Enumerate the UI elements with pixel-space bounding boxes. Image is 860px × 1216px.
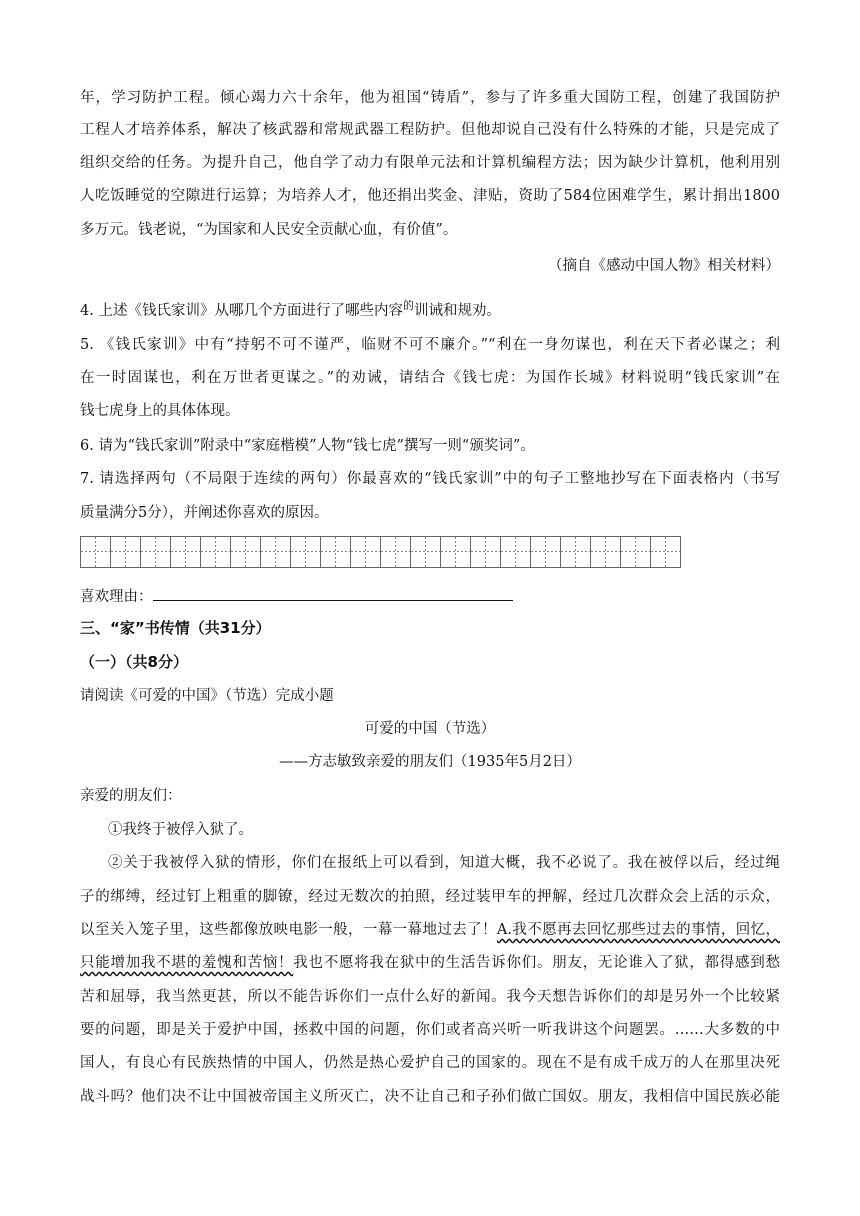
story-line: 多万元。钱老说，“为国家和人民安全贡献心血，有价值”。 [80, 222, 458, 238]
paragraph-2-text: 我也不愿将我在狱中的生活告诉你们。朋友，无论谁入了狱，都得感到愁 [293, 955, 780, 971]
paragraph-2-text: 以至关入笼子里，这些都像放映电影一般，一幕一幕地过去了！ [80, 922, 497, 938]
paragraph-2-line: 国人，有良心有民族热情的中国人，仍然是热心爱护自己的国家的。现在不是有成千成万的人在那里决死 [80, 1055, 780, 1071]
story-source: （摘自《感动中国人物》相关材料） [548, 258, 780, 274]
grid-cell[interactable] [81, 537, 111, 567]
passage-salutation: 亲爱的朋友们： [80, 788, 182, 804]
writing-grid[interactable] [80, 536, 681, 568]
sub-heading: （一）（共8分） [80, 653, 188, 671]
grid-cell[interactable] [171, 537, 201, 567]
grid-cell[interactable] [471, 537, 501, 567]
passage-title: 可爱的中国（节选） [364, 721, 496, 737]
question-6: 6. 请为“钱氏家训”附录中“家庭楷模”人物“钱七虎”撰写一则“颁奖词”。 [80, 438, 535, 454]
paragraph-2-line: ②关于我被俘入狱的情形，你们在报纸上可以看到，知道大概，我不必说了。我在被俘以后，经过绳 [108, 855, 780, 871]
grid-cell[interactable] [351, 537, 381, 567]
story-line: 组织交给的任务。为提升自己，他自学了动力有限单元法和计算机编程方法；因为缺少计算机，他利用别 [80, 155, 780, 171]
grid-cell[interactable] [531, 537, 561, 567]
story-line: 人吃饭睡觉的空隙进行运算；为培养人才，他还捐出奖金、津贴，资助了584位困难学生，累计捐出1800 [80, 188, 780, 204]
grid-cell[interactable] [291, 537, 321, 567]
question-5-line: 5. 《钱氏家训》中有“持躬不可不谨严，临财不可不廉介。”“利在一身勿谋也，利在天下者必谋之；利 [80, 337, 780, 353]
question-5-line: 钱七虎身上的具体体现。 [80, 403, 240, 419]
section-heading: 三、“家”书传情（共31分） [80, 619, 271, 637]
paragraph-2-line [80, 920, 780, 940]
grid-cell[interactable] [651, 537, 681, 567]
question-5-line: 在一时固谋也，利在万世者更谋之。”的劝诫，请结合《钱七虎：为国作长城》材料说明“钱氏家训”在 [80, 370, 780, 386]
grid-cell[interactable] [141, 537, 171, 567]
grid-cell[interactable] [591, 537, 621, 567]
paragraph-2-line: 要的问题，即是关于爱护中国，拯救中国的问题，你们或者高兴听一听我讲这个问题罢。……大多数的中 [80, 1022, 780, 1038]
grid-cell[interactable] [441, 537, 471, 567]
grid-cell[interactable] [411, 537, 441, 567]
paragraph-1: ①我终于被俘入狱了。 [108, 822, 253, 838]
grid-cell[interactable] [231, 537, 261, 567]
grid-cell[interactable] [201, 537, 231, 567]
grid-cell[interactable] [621, 537, 651, 567]
paragraph-2-line: 子的绑缚，经过钉上粗重的脚镣，经过无数次的拍照，经过装甲车的押解，经过几次群众会上活的示众， [80, 889, 780, 905]
question-4-text: 4. 上述《钱氏家训》从哪几个方面进行了哪些内容 [80, 303, 403, 319]
story-line: 年，学习防护工程。倾心竭力六十余年，他为祖国“铸盾”，参与了许多重大国防工程，创建了我国防护 [80, 90, 780, 106]
story-line: 工程人才培养体系，解决了核武器和常规武器工程防护。但他却说自己没有什么特殊的才能，只是完成了 [80, 122, 780, 138]
grid-cell[interactable] [111, 537, 141, 567]
paragraph-2-line [80, 953, 780, 973]
reading-instruction: 请阅读《可爱的中国》（节选）完成小题 [80, 688, 334, 704]
grid-cell[interactable] [381, 537, 411, 567]
question-4-superscript: 的 [402, 299, 414, 312]
question-7-line: 质量满分5分），并阐述你喜欢的原因。 [80, 505, 329, 521]
underlined-sentence-a-end: 只能增加我不堪的羞愧和苦恼！ [80, 955, 294, 971]
reason-label: 喜欢理由： [80, 589, 153, 605]
grid-cell[interactable] [501, 537, 531, 567]
grid-cell[interactable] [261, 537, 291, 567]
paragraph-2-line: 战斗吗？他们决不让中国被帝国主义所灭亡，决不让自己和子孙们做亡国奴。朋友，我相信中国民族必能 [80, 1089, 780, 1105]
question-4 [80, 296, 780, 321]
question-7-line: 7. 请选择两句（不局限于连续的两句）你最喜欢的“钱氏家训”中的句子工整地抄写在下面表格内（书写 [80, 471, 780, 487]
reason-answer-blank[interactable] [153, 585, 513, 601]
underlined-sentence-a: A.我不愿再去回忆那些过去的事情，回忆， [496, 922, 780, 938]
grid-cell[interactable] [561, 537, 591, 567]
passage-subtitle: ——方志敏致亲爱的朋友们（1935年5月2日） [279, 754, 581, 770]
grid-cell[interactable] [321, 537, 351, 567]
paragraph-2-line: 苦和屈辱，我当然更甚，所以不能告诉你们一点什么好的新闻。我今天想告诉你们的却是另外一个比较紧 [80, 989, 780, 1005]
question-4-text-end: 训诫和规劝。 [413, 303, 501, 319]
reason-line [80, 585, 780, 607]
